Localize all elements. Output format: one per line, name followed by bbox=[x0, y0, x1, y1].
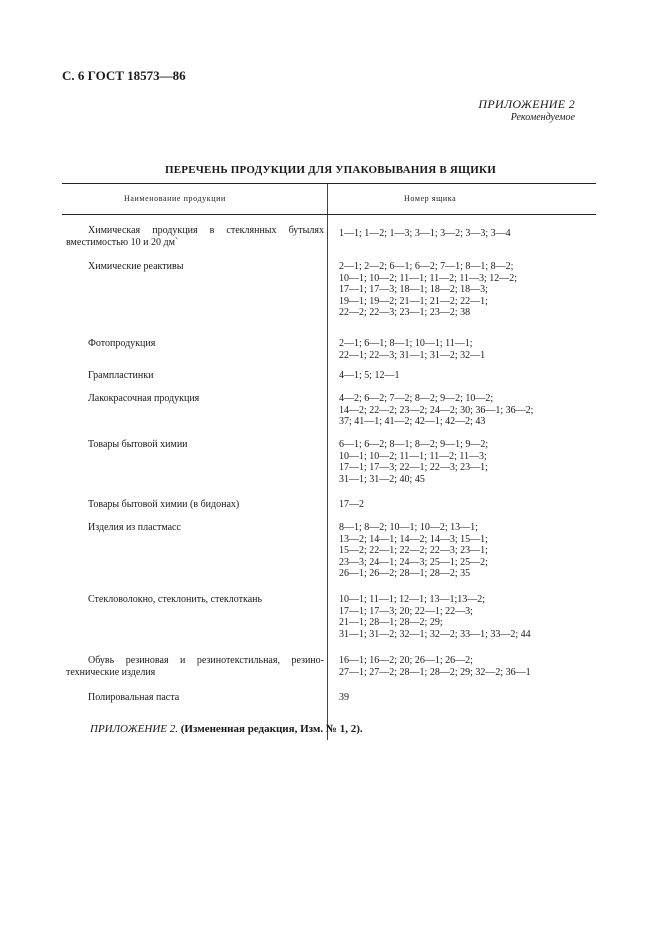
table-row bbox=[62, 655, 596, 692]
box-numbers: 39 bbox=[339, 692, 349, 703]
product-name: Лакокрасочная продукция bbox=[88, 393, 200, 404]
product-table bbox=[62, 183, 596, 712]
box-numbers: 16—1; 16—2; 20; 26—1; 26—2; 27—1; 27—2; 28—1; 28—2; 29; 32—2; 36—1 bbox=[339, 655, 531, 678]
product-name: Обувь резиновая и резинотекстильная, резино-технические изделия bbox=[66, 655, 324, 678]
box-numbers: 4—1; 5; 12—1 bbox=[339, 370, 400, 381]
page-header: С. 6 ГОСТ 18573—86 bbox=[62, 68, 186, 83]
appendix-number: ПРИЛОЖЕНИЕ 2 bbox=[478, 97, 575, 111]
box-numbers: 17—2 bbox=[339, 499, 364, 510]
product-name: Грампластинки bbox=[88, 370, 154, 381]
column-header-name: Наименование продукции bbox=[124, 194, 226, 203]
column-header-number: Номер ящика bbox=[404, 194, 457, 203]
box-numbers: 8—1; 8—2; 10—1; 10—2; 13—1; 13—2; 14—1; 14—2; 14—3; 15—1; 15—2; 22—1; 22—2; 22—3; 23—1; 23—3; 24—1; 24—3; 25—1; 25—2; 26—1; 26—2; 28—1; 28—2; 35 bbox=[339, 522, 488, 579]
table-row bbox=[62, 393, 596, 439]
appendix-status: Рекомендуемое bbox=[510, 112, 575, 123]
document-title: ПЕРЕЧЕНЬ ПРОДУКЦИИ ДЛЯ УПАКОВЫВАНИЯ В ЯЩИКИ bbox=[165, 164, 496, 176]
table-row bbox=[62, 594, 596, 655]
table-row bbox=[62, 692, 596, 712]
product-name: Химические реактивы bbox=[88, 261, 184, 272]
appendix-label bbox=[478, 97, 575, 125]
product-name: Товары бытовой химии (в бидонах) bbox=[88, 499, 240, 510]
footnote bbox=[90, 723, 363, 735]
product-name: Стекловолокно, стеклонить, стеклоткань bbox=[88, 594, 263, 605]
table-row bbox=[62, 370, 596, 393]
table-row bbox=[62, 261, 596, 338]
table-row bbox=[62, 338, 596, 370]
box-numbers: 6—1; 6—2; 8—1; 8—2; 9—1; 9—2; 10—1; 10—2; 11—1; 11—2; 11—3; 17—1; 17—3; 22—1; 22—3; 23—1; 31—1; 31—2; 40; 45 bbox=[339, 439, 489, 485]
table-row bbox=[62, 225, 596, 261]
box-numbers: 1—1; 1—2; 1—3; 3—1; 3—2; 3—3; 3—4 bbox=[339, 228, 511, 239]
table-row bbox=[62, 522, 596, 594]
table-header bbox=[62, 184, 596, 215]
product-name: Товары бытовой химии bbox=[88, 439, 188, 450]
product-name: Изделия из пластмасс bbox=[88, 522, 181, 533]
product-name: Фотопродукция bbox=[88, 338, 156, 349]
box-numbers: 2—1; 6—1; 8—1; 10—1; 11—1; 22—1; 22—3; 31—1; 31—2; 32—1 bbox=[339, 338, 486, 361]
footnote-label: ПРИЛОЖЕНИЕ 2. bbox=[90, 723, 178, 735]
table-row bbox=[62, 439, 596, 499]
footnote-text: (Измененная редакция, Изм. № 1, 2). bbox=[180, 723, 363, 735]
box-numbers: 10—1; 11—1; 12—1; 13—1;13—2; 17—1; 17—3; 20; 22—1; 22—3; 21—1; 28—1; 28—2; 29; 31—1; 31—2; 32—1; 32—2; 33—1; 33—2; 44 bbox=[339, 594, 531, 640]
table-row bbox=[62, 499, 596, 522]
product-name: Полировальная паста bbox=[88, 692, 180, 703]
product-name: Химическая продукция в стеклянных бутылях вместимостью 10 и 20 дм` bbox=[66, 225, 324, 248]
box-numbers: 4—2; 6—2; 7—2; 8—2; 9—2; 10—2; 14—2; 22—2; 23—2; 24—2; 30; 36—1; 36—2; 37; 41—1; 41—2; 42—1; 42—2; 43 bbox=[339, 393, 534, 427]
table-body bbox=[62, 215, 596, 712]
box-numbers: 2—1; 2—2; 6—1; 6—2; 7—1; 8—1; 8—2; 10—1; 10—2; 11—1; 11—2; 11—3; 12—2; 17—1; 17—3; 18—1; 18—2; 18—3; 19—1; 19—2; 21—1; 21—2; 22—1; 22—2; 22—3; 23—1; 23—2; 38 bbox=[339, 261, 518, 318]
